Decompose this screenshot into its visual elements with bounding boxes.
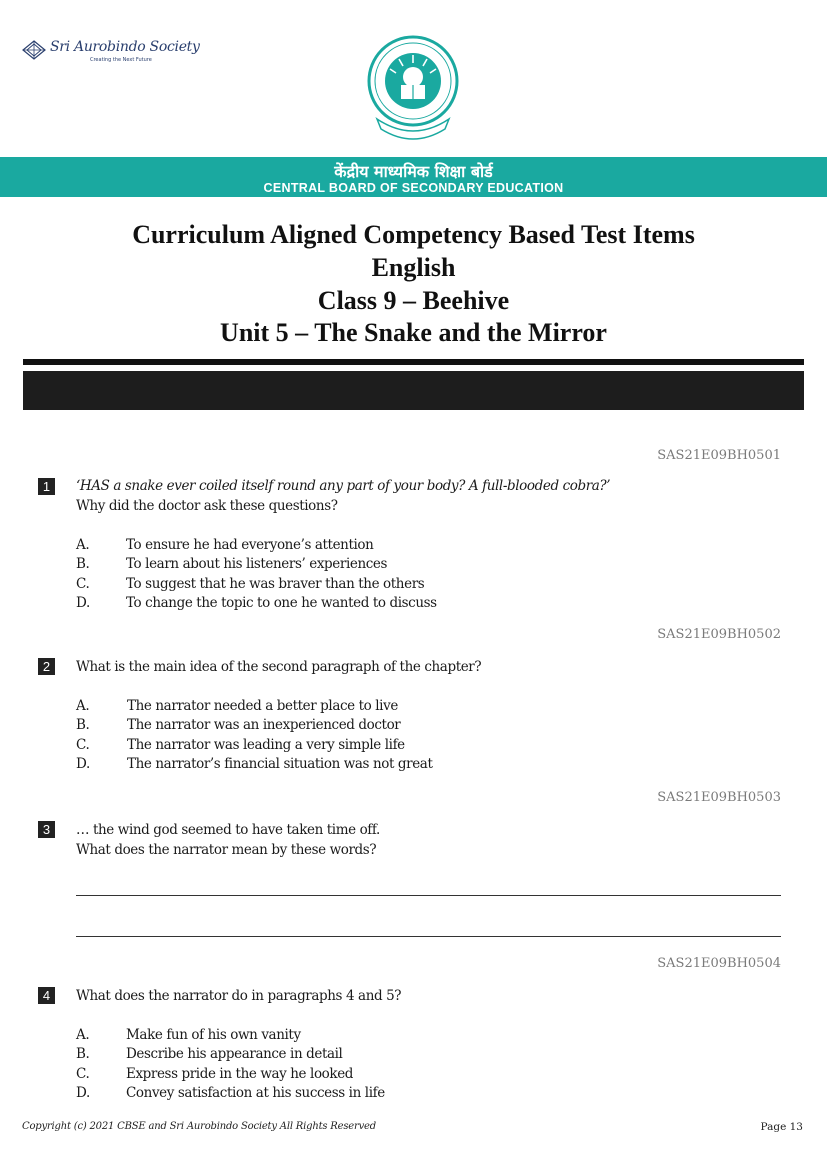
question-text: What is the main idea of the second paragraph of the chapter? [76,659,482,675]
question-text: Why did the doctor ask these questions? [76,498,338,514]
cbse-english-name: CENTRAL BOARD OF SECONDARY EDUCATION [263,181,564,195]
option-letter: B. [76,556,90,572]
question-text: What does the narrator mean by these words? [76,842,377,858]
option-text: To suggest that he was braver than the others [126,576,425,592]
option-text: Describe his appearance in detail [126,1046,343,1062]
question-text: … the wind god seemed to have taken time off. [76,822,380,838]
option-text: The narrator was an inexperienced doctor [127,717,401,733]
subject-title: English [371,253,456,282]
option-text: To ensure he had everyone’s attention [126,537,374,553]
option-letter: D. [76,756,90,772]
option-text: Express pride in the way he looked [126,1066,354,1082]
option-text: Convey satisfaction at his success in life [126,1085,385,1101]
item-code: SAS21E09BH0503 [657,790,781,805]
page-number: Page 13 [760,1121,803,1133]
answer-line[interactable] [76,936,781,937]
title-divider [23,359,804,365]
sas-symbol-icon [22,40,46,60]
cbse-hindi-name: केंद्रीय माध्यमिक शिक्षा बोर्ड [334,162,493,181]
option-letter: C. [76,1066,90,1082]
unit-title: Unit 5 – The Snake and the Mirror [220,318,607,347]
option-letter: D. [76,1085,90,1101]
option-letter: B. [76,1046,90,1062]
section-bar [23,371,804,410]
option-text: Make fun of his own vanity [126,1027,301,1043]
option-letter: C. [76,737,90,753]
option-letter: D. [76,595,90,611]
option-text: To change the topic to one he wanted to discuss [126,595,437,611]
option-letter: A. [76,698,90,714]
class-title: Class 9 – Beehive [317,286,510,315]
sri-aurobindo-society-logo [22,38,200,66]
option-text: The narrator was leading a very simple life [127,737,405,753]
option-letter: A. [76,1027,90,1043]
question-number: 1 [38,478,55,495]
option-letter: C. [76,576,90,592]
footer-copyright: Copyright (c) 2021 CBSE and Sri Aurobindo Society All Rights Reserved [22,1121,376,1132]
option-text: The narrator’s financial situation was not great [127,756,433,772]
option-text: The narrator needed a better place to live [127,698,398,714]
question-number: 4 [38,987,55,1004]
item-code: SAS21E09BH0504 [657,956,781,971]
item-code: SAS21E09BH0501 [657,448,781,463]
cbse-emblem-icon [363,33,463,141]
cbse-banner [0,157,827,197]
sas-name: Sri Aurobindo Society [50,39,200,55]
option-letter: A. [76,537,90,553]
option-text: To learn about his listeners’ experiences [126,556,388,572]
question-number: 2 [38,658,55,675]
answer-line[interactable] [76,895,781,896]
question-number: 3 [38,821,55,838]
document-title: Curriculum Aligned Competency Based Test Items [132,220,695,249]
question-text: What does the narrator do in paragraphs 4 and 5? [76,988,402,1004]
option-letter: B. [76,717,90,733]
sas-tagline: Creating the Next Future [90,57,152,63]
item-code: SAS21E09BH0502 [657,627,781,642]
question-quote: ‘HAS a snake ever coiled itself round any part of your body? A full-blooded cobra?’ [76,478,611,494]
